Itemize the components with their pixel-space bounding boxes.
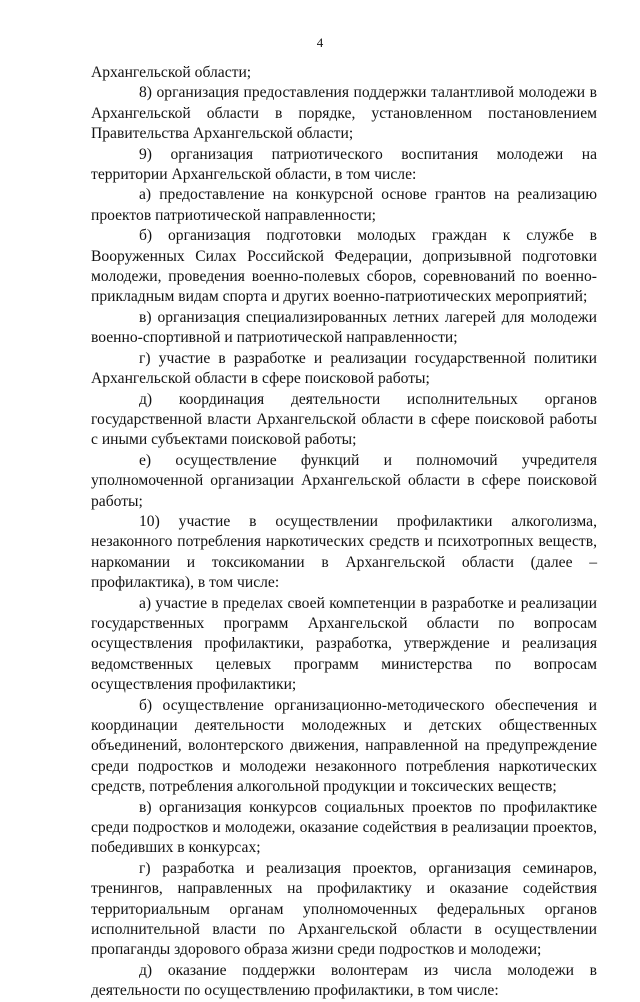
paragraph-item-10a: а) участие в пределах своей компетенции в разработке и реализации государственных программ Архангельской области по вопросам осуществления профилактики, разработка, утверждение и реализация ведомственных целевых программ министерства по вопросам осуществления профилактики; bbox=[91, 594, 597, 694]
paragraph-item-9: 9) организация патриотического воспитания молодежи на территории Архангельской области, в том числе: bbox=[91, 145, 597, 184]
paragraph-item-9g: г) участие в разработке и реализации государственной политики Архангельской области в сфере поисковой работы; bbox=[91, 349, 597, 388]
paragraph-item-8: 8) организация предоставления поддержки талантливой молодежи в Архангельской области в порядке, установленном постановлением Правительства Архангельской области; bbox=[91, 84, 597, 143]
paragraph-item-9b: б) организация подготовки молодых граждан к службе в Вооруженных Силах Российской Федерации, допризывной подготовки молодежи, проведения военно-полевых сборов, соревнований по военно-прикладным видам спорта и других военно-патриотических мероприятий; bbox=[91, 227, 597, 306]
paragraph-item-9a: а) предоставление на конкурсной основе грантов на реализацию проектов патриотической направленности; bbox=[91, 186, 597, 224]
paragraph-continuation: Архангельской области; bbox=[91, 64, 252, 81]
document-body bbox=[91, 63, 597, 1002]
paragraph-item-10: 10) участие в осуществлении профилактики алкоголизма, незаконного потребления наркотических средств и психотропных веществ, наркомании и токсикомании в Архангельской области (далее – профилактика), в том числе: bbox=[91, 512, 597, 592]
paragraph-item-10v: в) организация конкурсов социальных проектов по профилактике среди подростков и молодежи, оказание содействия в реализации проектов, победивших в конкурсах; bbox=[91, 798, 597, 857]
paragraph-item-10b: б) осуществление организационно-методического обеспечения и координации деятельности молодежных и детских общественных объединений, волонтерского движения, направленной на предупреждение среди подростков и молодежи незаконного потребления наркотических средств, потребления алкогольной продукции и токсических веществ; bbox=[91, 696, 597, 796]
paragraph-item-10g: г) разработка и реализация проектов, организация семинаров, тренингов, направленных на профилактику и оказание содействия территориальным органам уполномоченных федеральных органов исполнительной власти по Архангельской области в осуществлении пропаганды здорового образа жизни среди подростков и молодежи; bbox=[91, 859, 597, 959]
paragraph-item-9v: в) организация специализированных летних лагерей для молодежи военно-спортивной и патриотической направленности; bbox=[91, 308, 597, 347]
page-number: 4 bbox=[316, 35, 324, 50]
paragraph-item-10d: д) оказание поддержки волонтерам из числа молодежи в деятельности по осуществлению профилактики, в том числе: bbox=[91, 961, 597, 1000]
paragraph-item-9e: е) осуществление функций и полномочий учредителя уполномоченной организации Архангельской области в сфере поисковой работы; bbox=[91, 451, 597, 510]
paragraph-item-9d: д) координация деятельности исполнительных органов государственной власти Архангельской области в сфере поисковой работы с иными субъектами поисковой работы; bbox=[91, 390, 597, 449]
